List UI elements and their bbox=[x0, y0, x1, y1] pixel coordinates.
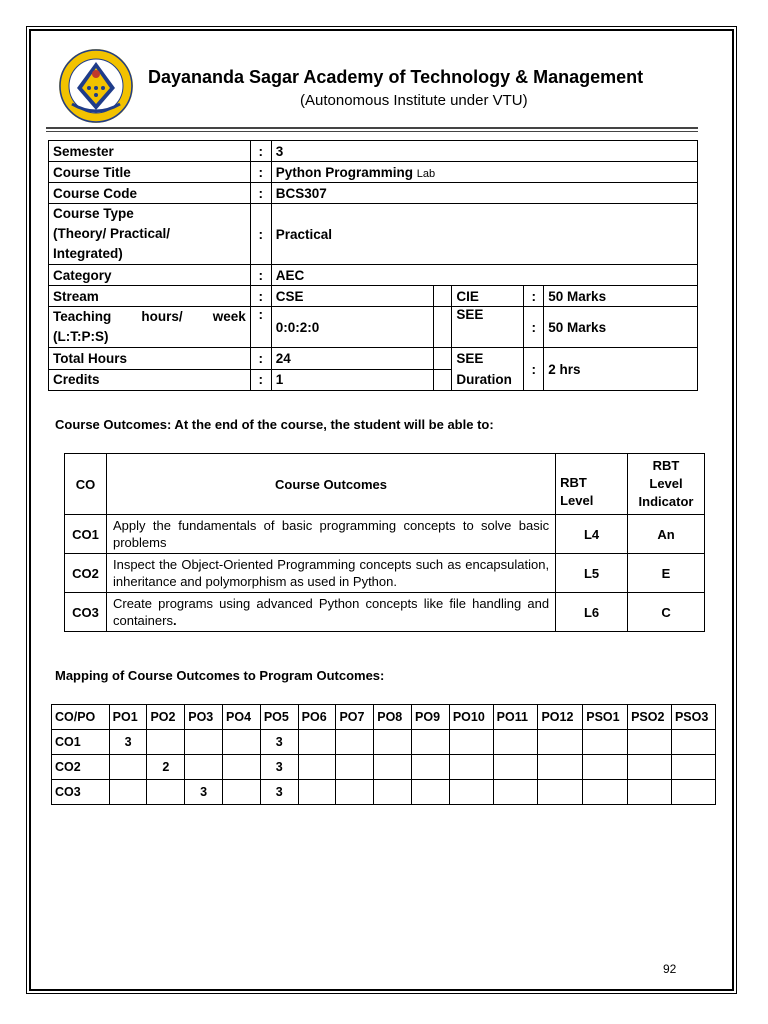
teaching-hours-label-line1 bbox=[53, 307, 246, 327]
colon: : bbox=[250, 141, 271, 162]
co-header: CO bbox=[65, 454, 107, 515]
course-code-label: Course Code bbox=[49, 183, 251, 204]
co-header-row bbox=[65, 454, 705, 515]
rbt-indicator-header-line1: RBT bbox=[652, 458, 680, 473]
mapping-cell bbox=[223, 730, 261, 755]
co-row bbox=[65, 593, 705, 632]
po-header: PSO2 bbox=[628, 705, 672, 730]
co-description-end: . bbox=[172, 613, 177, 628]
see-label: SEE bbox=[452, 307, 524, 348]
mapping-cell bbox=[147, 730, 185, 755]
mapping-cell: 3 bbox=[260, 730, 298, 755]
rbt-indicator-header bbox=[628, 454, 705, 515]
co-description: Inspect the Object-Oriented Programming concepts such as encapsulation, inheritance and polymorphism as used in Python. bbox=[106, 554, 555, 593]
hours-word: hours/ bbox=[141, 309, 183, 324]
rbt-indicator: An bbox=[628, 515, 705, 554]
po-header: PO10 bbox=[449, 705, 493, 730]
mapping-cell bbox=[147, 780, 185, 805]
course-outcomes-table bbox=[64, 453, 705, 632]
mapping-cell bbox=[223, 780, 261, 805]
spacer-cell bbox=[434, 307, 452, 348]
mapping-cell bbox=[109, 755, 147, 780]
institution-logo bbox=[58, 48, 134, 124]
institution-name: Dayananda Sagar Academy of Technology & Management bbox=[148, 67, 644, 87]
course-title-label: Course Title bbox=[49, 162, 251, 183]
see-value: 50 Marks bbox=[544, 307, 698, 348]
stream-label: Stream bbox=[49, 286, 251, 307]
mapping-cell: 2 bbox=[147, 755, 185, 780]
colon: : bbox=[250, 369, 271, 391]
po-header: PO4 bbox=[223, 705, 261, 730]
colon: : bbox=[250, 286, 271, 307]
mapping-cell bbox=[336, 780, 374, 805]
row-total-hours bbox=[49, 348, 698, 370]
category-value: AEC bbox=[271, 265, 697, 286]
po-header: PO11 bbox=[493, 705, 538, 730]
teaching-hours-value: 0:0:2:0 bbox=[271, 307, 434, 348]
mapping-cell bbox=[374, 780, 412, 805]
row-semester bbox=[49, 141, 698, 162]
rbt-indicator-header-line3: Indicator bbox=[638, 494, 694, 509]
rbt-indicator: E bbox=[628, 554, 705, 593]
see-duration-value: 2 hrs bbox=[544, 348, 698, 391]
colon: : bbox=[250, 307, 271, 348]
co-description bbox=[106, 593, 555, 632]
co-id: CO3 bbox=[65, 593, 107, 632]
mapping-cell bbox=[412, 780, 450, 805]
mapping-cell bbox=[583, 755, 628, 780]
mapping-cell bbox=[185, 755, 223, 780]
mapping-cell bbox=[671, 730, 715, 755]
mapping-cell bbox=[493, 730, 538, 755]
rbt-level-header bbox=[556, 454, 628, 515]
co-description-text: Create programs using advanced Python concepts like file handling and containers bbox=[112, 596, 550, 628]
colon: : bbox=[250, 204, 271, 265]
teaching-hours-label-line2: (L:T:P:S) bbox=[53, 329, 109, 344]
course-title-main: Python Programming bbox=[275, 164, 414, 180]
course-type-value: Practical bbox=[271, 204, 697, 265]
po-header: PO12 bbox=[538, 705, 583, 730]
course-type-label-line2: (Theory/ Practical/ bbox=[53, 226, 171, 241]
total-hours-value: 24 bbox=[271, 348, 434, 370]
row-course-title bbox=[49, 162, 698, 183]
co-row bbox=[65, 554, 705, 593]
rbt-level: L6 bbox=[556, 593, 628, 632]
see-duration-label-line1: SEE bbox=[456, 351, 484, 366]
mapping-cell: 3 bbox=[109, 730, 147, 755]
co-id: CO2 bbox=[65, 554, 107, 593]
mapping-cell bbox=[538, 730, 583, 755]
po-header: PO6 bbox=[298, 705, 336, 730]
mapping-cell bbox=[449, 755, 493, 780]
mapping-cell bbox=[671, 755, 715, 780]
course-title-suffix: Lab bbox=[416, 167, 436, 180]
rbt-level-header-line2: Level bbox=[560, 493, 594, 508]
mapping-cell bbox=[298, 755, 336, 780]
colon: : bbox=[250, 162, 271, 183]
po-header: PO9 bbox=[412, 705, 450, 730]
po-header: PO7 bbox=[336, 705, 374, 730]
mapping-cell bbox=[336, 730, 374, 755]
mapping-row bbox=[52, 730, 716, 755]
course-type-label bbox=[49, 204, 251, 265]
mapping-co-id: CO2 bbox=[52, 755, 110, 780]
mapping-cell bbox=[538, 755, 583, 780]
colon: : bbox=[524, 286, 544, 307]
header-divider-thin bbox=[46, 131, 698, 132]
mapping-cell bbox=[583, 730, 628, 755]
co-id: CO1 bbox=[65, 515, 107, 554]
category-label: Category bbox=[49, 265, 251, 286]
mapping-co-id: CO3 bbox=[52, 780, 110, 805]
colon: : bbox=[524, 348, 544, 391]
teaching-word: Teaching bbox=[53, 309, 112, 324]
rbt-indicator: C bbox=[628, 593, 705, 632]
mapping-cell bbox=[223, 755, 261, 780]
mapping-cell bbox=[493, 780, 538, 805]
week-word: week bbox=[212, 309, 246, 324]
course-code-value: BCS307 bbox=[271, 183, 697, 204]
credits-value: 1 bbox=[271, 369, 434, 391]
mapping-cell bbox=[109, 780, 147, 805]
semester-value: 3 bbox=[271, 141, 697, 162]
co-po-header: CO/PO bbox=[52, 705, 110, 730]
row-course-type bbox=[49, 204, 698, 265]
course-outcomes-title: Course Outcomes: At the end of the course, the student will be able to: bbox=[55, 417, 494, 432]
mapping-header-row bbox=[52, 705, 716, 730]
po-header: PO8 bbox=[374, 705, 412, 730]
mapping-cell bbox=[671, 780, 715, 805]
rbt-level-header-line1: RBT bbox=[560, 475, 587, 490]
course-title-value bbox=[271, 162, 697, 183]
mapping-cell: 3 bbox=[185, 780, 223, 805]
course-type-label-line1: Course Type bbox=[53, 206, 134, 221]
po-header: PO2 bbox=[147, 705, 185, 730]
mapping-cell bbox=[493, 755, 538, 780]
mapping-cell: 3 bbox=[260, 755, 298, 780]
colon: : bbox=[250, 183, 271, 204]
see-duration-label-line2: Duration bbox=[456, 372, 512, 387]
po-header: PO1 bbox=[109, 705, 147, 730]
course-type-label-line3: Integrated) bbox=[53, 246, 123, 261]
co-row bbox=[65, 515, 705, 554]
total-hours-label: Total Hours bbox=[49, 348, 251, 370]
rbt-level: L4 bbox=[556, 515, 628, 554]
mapping-cell bbox=[628, 730, 672, 755]
teaching-hours-label bbox=[49, 307, 251, 348]
co-description: Apply the fundamentals of basic programming concepts to solve basic problems bbox=[106, 515, 555, 554]
mapping-cell bbox=[374, 755, 412, 780]
colon: : bbox=[524, 307, 544, 348]
mapping-co-id: CO1 bbox=[52, 730, 110, 755]
colon: : bbox=[250, 265, 271, 286]
institution-subtitle: (Autonomous Institute under VTU) bbox=[300, 92, 528, 109]
mapping-cell bbox=[185, 730, 223, 755]
mapping-cell bbox=[628, 755, 672, 780]
mapping-title: Mapping of Course Outcomes to Program Outcomes: bbox=[55, 668, 385, 683]
row-stream bbox=[49, 286, 698, 307]
row-category bbox=[49, 265, 698, 286]
mapping-cell bbox=[449, 730, 493, 755]
credits-label: Credits bbox=[49, 369, 251, 391]
po-header: PO5 bbox=[260, 705, 298, 730]
mapping-row bbox=[52, 780, 716, 805]
colon: : bbox=[250, 348, 271, 370]
rbt-indicator-header-line2: Level bbox=[649, 476, 683, 491]
cie-label: CIE bbox=[452, 286, 524, 307]
rbt-level: L5 bbox=[556, 554, 628, 593]
page-number: 92 bbox=[663, 962, 677, 976]
header-divider bbox=[46, 127, 698, 129]
mapping-cell: 3 bbox=[260, 780, 298, 805]
course-info-table bbox=[48, 140, 698, 391]
see-duration-label bbox=[452, 348, 524, 391]
mapping-cell bbox=[374, 730, 412, 755]
spacer-cell bbox=[434, 348, 452, 370]
co-po-mapping-table bbox=[51, 704, 716, 805]
cie-value: 50 Marks bbox=[544, 286, 698, 307]
mapping-cell bbox=[583, 780, 628, 805]
row-teaching-hours bbox=[49, 307, 698, 348]
mapping-cell bbox=[449, 780, 493, 805]
po-header: PO3 bbox=[185, 705, 223, 730]
mapping-cell bbox=[412, 755, 450, 780]
spacer-cell bbox=[434, 369, 452, 391]
mapping-cell bbox=[412, 730, 450, 755]
spacer-cell bbox=[434, 286, 452, 307]
po-header: PSO3 bbox=[671, 705, 715, 730]
mapping-cell bbox=[298, 780, 336, 805]
stream-value: CSE bbox=[271, 286, 434, 307]
mapping-cell bbox=[628, 780, 672, 805]
row-course-code bbox=[49, 183, 698, 204]
mapping-cell bbox=[298, 730, 336, 755]
mapping-cell bbox=[336, 755, 374, 780]
course-outcomes-header: Course Outcomes bbox=[106, 454, 555, 515]
po-header: PSO1 bbox=[583, 705, 628, 730]
mapping-row bbox=[52, 755, 716, 780]
semester-label: Semester bbox=[49, 141, 251, 162]
mapping-cell bbox=[538, 780, 583, 805]
